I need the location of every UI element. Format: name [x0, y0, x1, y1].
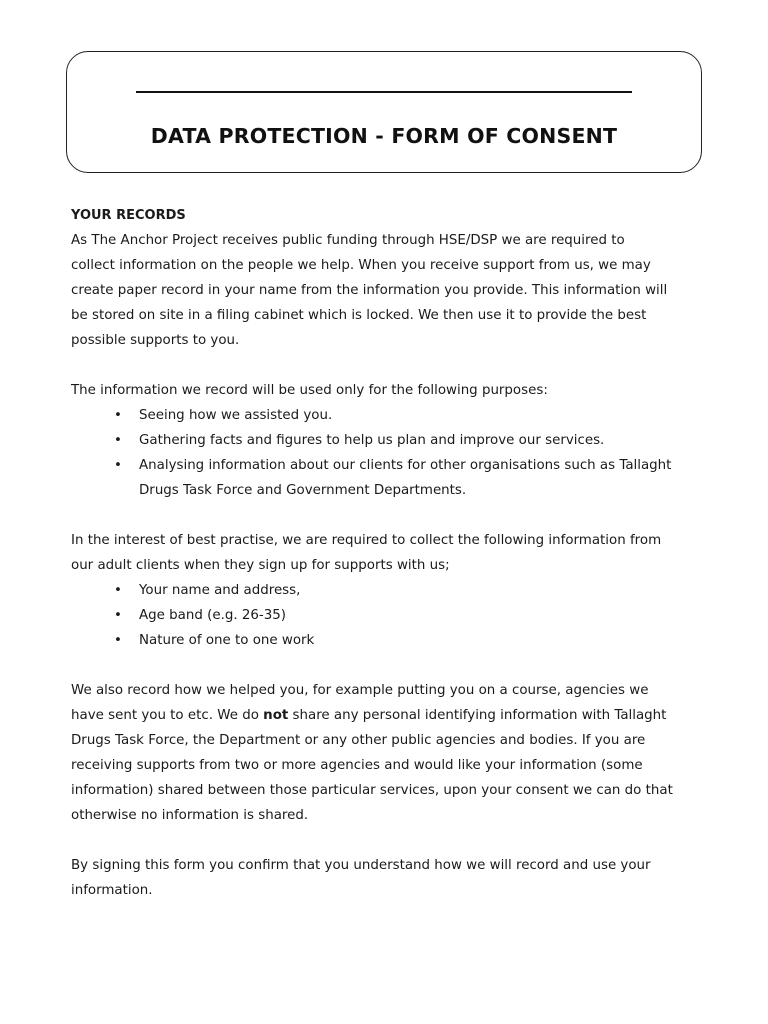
header-box — [66, 51, 702, 173]
list-item: • Age band (e.g. 26-35) — [71, 603, 701, 628]
sharing-text: share any personal identifying information with Tallaght — [288, 708, 667, 723]
purposes-intro: The information we record will be used only for the following purposes: — [71, 383, 548, 398]
sharing-line: receiving supports from two or more agencies and would like your information (some — [71, 758, 643, 773]
records-line: As The Anchor Project receives public funding through HSE/DSP we are required to — [71, 233, 625, 248]
document-body — [71, 203, 701, 903]
collect-line: In the interest of best practise, we are required to collect the following information from — [71, 533, 662, 548]
spacer — [71, 653, 701, 678]
list-item: • Analysing information about our clients for other organisations such as Tallaght Drugs Task Force and Government Departments. — [71, 453, 701, 503]
sharing-paragraph — [71, 678, 701, 828]
records-paragraph — [71, 228, 701, 353]
spacer — [71, 503, 701, 528]
section-heading-your-records: YOUR RECORDS — [71, 208, 186, 223]
sharing-line: information) shared between those particular services, upon your consent we can do that — [71, 783, 673, 798]
name-line — [136, 91, 632, 93]
signing-line: By signing this form you confirm that you understand how we will record and use your — [71, 858, 651, 873]
sharing-line: Drugs Task Force, the Department or any other public agencies and bodies. If you are — [71, 733, 646, 748]
collect-list — [71, 578, 701, 653]
spacer — [71, 828, 701, 853]
collect-intro — [71, 528, 701, 578]
list-item: • Gathering facts and figures to help us plan and improve our services. — [71, 428, 701, 453]
sharing-line — [71, 703, 701, 728]
signing-paragraph — [71, 853, 701, 903]
records-line: be stored on site in a filing cabinet which is locked. We then use it to provide the best — [71, 308, 647, 323]
page-title: DATA PROTECTION - FORM OF CONSENT — [150, 124, 618, 148]
emphasis-not: not — [263, 708, 289, 723]
purposes-list — [71, 403, 701, 503]
records-line: possible supports to you. — [71, 333, 240, 348]
list-item: • Nature of one to one work — [71, 628, 701, 653]
records-line: create paper record in your name from the information you provide. This information will — [71, 283, 668, 298]
list-item: • Seeing how we assisted you. — [71, 403, 701, 428]
sharing-line: We also record how we helped you, for example putting you on a course, agencies we — [71, 683, 649, 698]
list-item: • Your name and address, — [71, 578, 701, 603]
collect-line: our adult clients when they sign up for supports with us; — [71, 558, 450, 573]
spacer — [71, 353, 701, 378]
signing-line: information. — [71, 883, 153, 898]
sharing-text: have sent you to etc. We do — [71, 708, 264, 723]
sharing-line: otherwise no information is shared. — [71, 808, 309, 823]
records-line: collect information on the people we help. When you receive support from us, we may — [71, 258, 651, 273]
